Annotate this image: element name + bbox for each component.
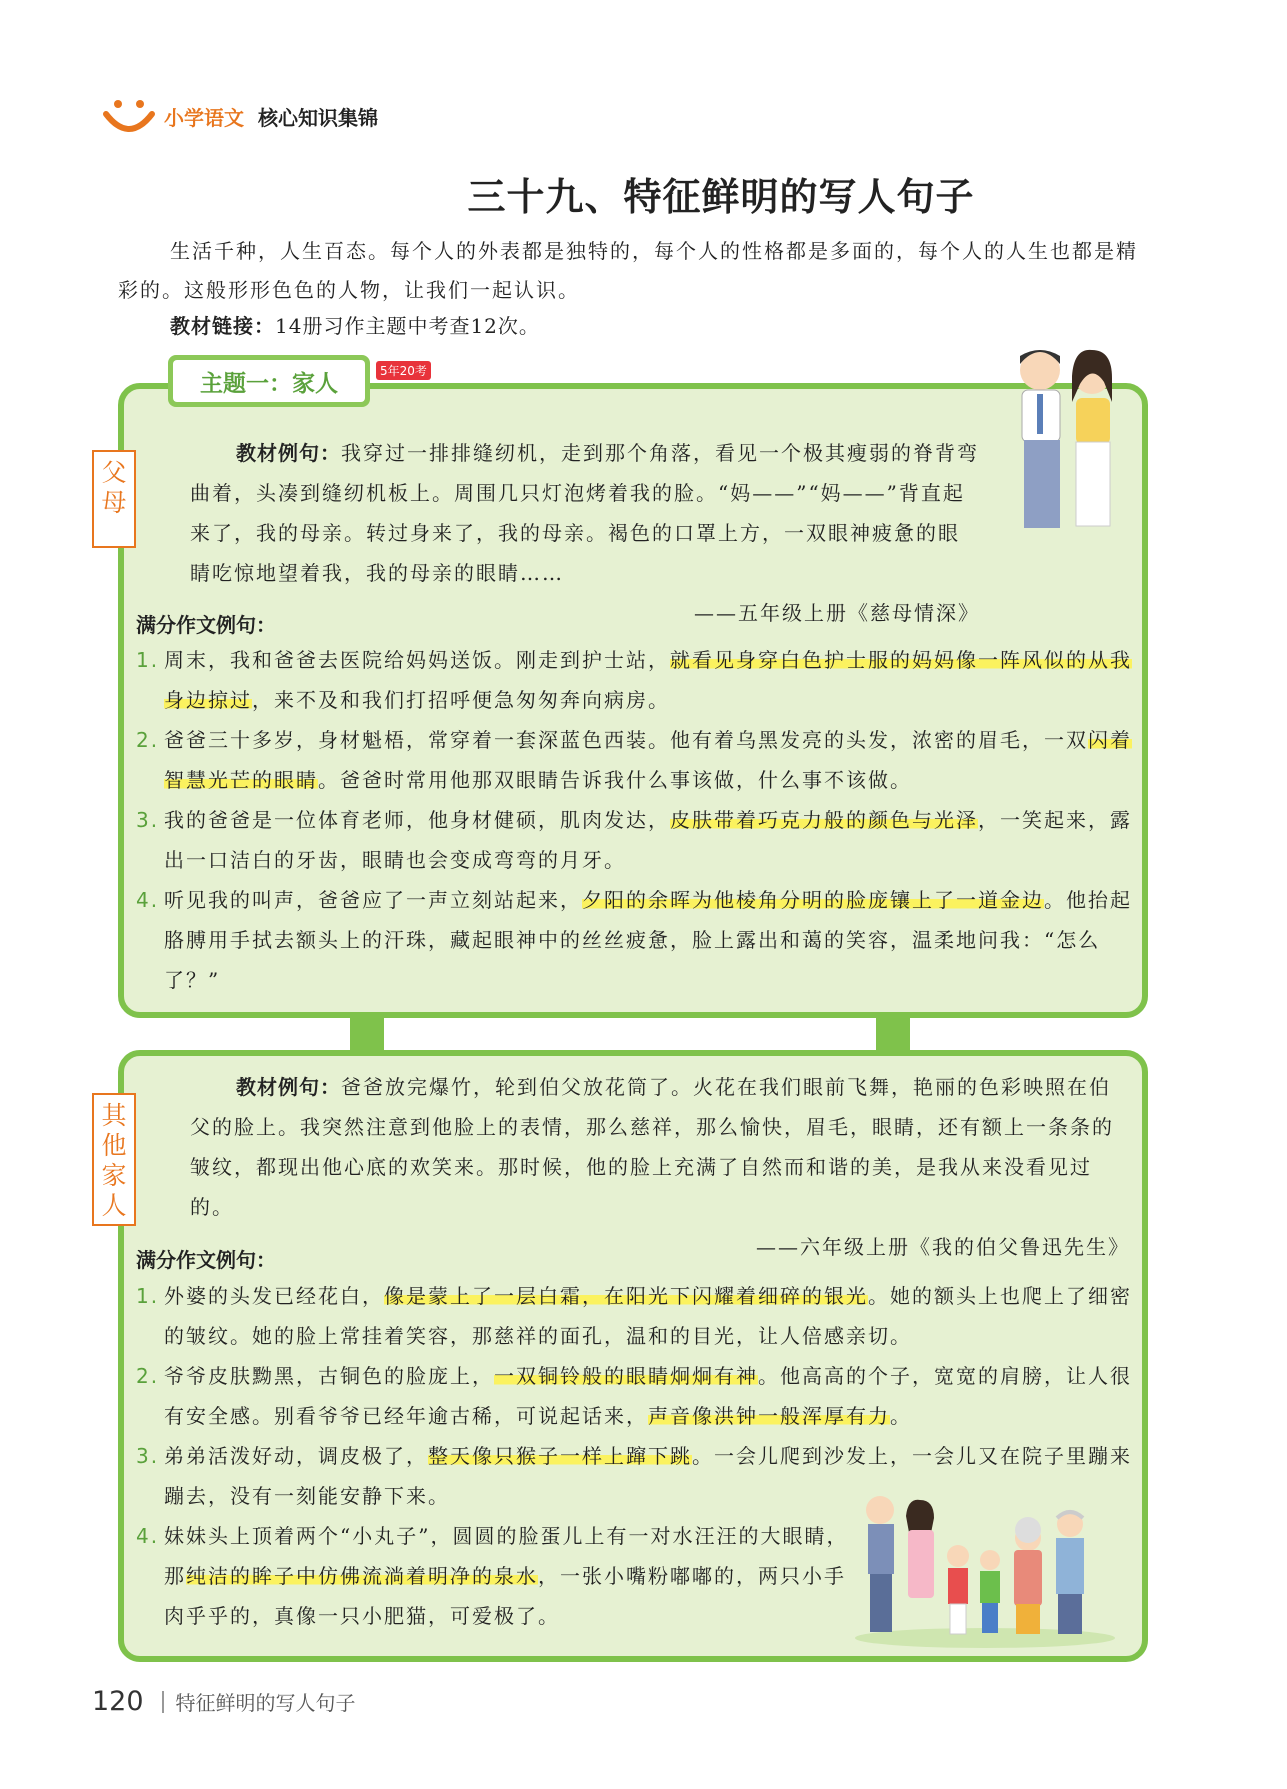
list-item: 4. 妹妹头上顶着两个“小丸子”，圆圆的脸蛋儿上有一对水汪汪的大眼睛，那纯洁的眸子中仿佛流淌着明净的泉水，一张小嘴粉嘟嘟的，两只小手肉乎乎的，真像一只小肥猫，可爱极了。 xyxy=(136,1524,849,1628)
parents-section-title: 满分作文例句： xyxy=(136,613,276,637)
list-item: 1. 周末，我和爸爸去医院给妈妈送饭。刚走到护士站，就看见身穿白色护士服的妈妈像一阵风似的从我身边掠过，来不及和我们打招呼便急匆匆奔向病房。 xyxy=(136,648,1132,712)
list-item: 4. 听见我的叫声，爸爸应了一声立刻站起来，夕阳的余晖为他棱角分明的脸庞镶上了一道金边。他抬起胳膊用手拭去额头上的汗珠，藏起眼神中的丝丝疲惫，脸上露出和蔼的笑容，温柔地问我：“怎么了？” xyxy=(136,888,1132,992)
others-textbook-example: 教材例句：爸爸放完爆竹，轮到伯父放花筒了。火花在我们眼前飞舞，艳丽的色彩映照在伯父的脸上。我突然注意到他脸上的表情，那么慈祥，那么愉快，眉毛，眼睛，还有额上一条条的皱纹，都现出他心底的欢笑来。那时候，他的脸上充满了自然而和谐的美，是我从来没看见过的。 ——六年级上册《我的伯父鲁迅先生》 xyxy=(190,1067,1130,1267)
parents-examples-list xyxy=(136,640,1136,1000)
theme-tab: 主题一：家人 xyxy=(168,355,370,407)
parents-textbook-example: 教材例句：我穿过一排排缝纫机，走到那个角落，看见一个极其瘦弱的脊背弯曲着，头凑到缝纫机板上。周围几只灯泡烤着我的脸。“妈——”“妈——”背直起来了，我的母亲。转过身来了，我的母亲。褐色的口罩上方，一双眼神疲惫的眼睛吃惊地望着我，我的母亲的眼睛…… ——五年级上册《慈母情深》 xyxy=(190,433,980,633)
list-item: 2. 爸爸三十多岁，身材魁梧，常穿着一套深蓝色西装。他有着乌黑发亮的头发，浓密的眉毛，一双闪着智慧光芒的眼睛。爸爸时常用他那双眼睛告诉我什么事该做，什么事不该做。 xyxy=(136,728,1132,792)
list-item: 3. 我的爸爸是一位体育老师，他身材健硕，肌肉发达，皮肤带着巧克力般的颜色与光泽，一笑起来，露出一口洁白的牙齿，眼睛也会变成弯弯的月牙。 xyxy=(136,808,1132,872)
section-label-others: 其他家人 xyxy=(92,1093,136,1226)
footer-title: 特征鲜明的写人句子 xyxy=(175,1691,356,1715)
panel-connector xyxy=(350,1014,384,1054)
list-item: 3. 弟弟活泼好动，调皮极了，整天像只猴子一样上蹿下跳。一会儿爬到沙发上，一会儿又在院子里蹦来蹦去，没有一刻能安静下来。 xyxy=(136,1444,1132,1508)
subject-label: 小学语文 xyxy=(164,105,244,130)
exam-count-badge: 5年20考 xyxy=(376,361,431,380)
family-illustration xyxy=(850,1488,1120,1648)
textbook-link: 教材链接：14册习作主题中考查12次。 xyxy=(170,314,540,338)
others-section-title: 满分作文例句： xyxy=(136,1248,276,1272)
footer-divider xyxy=(162,1691,164,1713)
series-label: 核心知识集锦 xyxy=(258,105,378,130)
section-label-parents: 父母 xyxy=(92,450,136,548)
page-number: 120 xyxy=(92,1686,144,1717)
page-footer xyxy=(92,1686,356,1717)
list-item: 1. 外婆的头发已经花白，像是蒙上了一层白霜，在阳光下闪耀着细碎的银光。她的额头上也爬上了细密的皱纹。她的脸上常挂着笑容，那慈祥的面孔，温和的目光，让人倍感亲切。 xyxy=(136,1284,1132,1348)
intro-paragraph: 生活千种，人生百态。每个人的外表都是独特的，每个人的性格都是多面的，每个人的人生也都是精彩的。这般形形色色的人物，让我们一起认识。 xyxy=(118,239,1138,302)
others-source: ——六年级上册《我的伯父鲁迅先生》 xyxy=(756,1235,1130,1259)
smiley-logo-icon xyxy=(100,92,158,140)
list-item: 2. 爷爷皮肤黝黑，古铜色的脸庞上，一双铜铃般的眼睛炯炯有神。他高高的个子，宽宽的肩膀，让人很有安全感。别看爷爷已经年逾古稀，可说起话来，声音像洪钟一般浑厚有力。 xyxy=(136,1364,1132,1428)
parents-source: ——五年级上册《慈母情深》 xyxy=(694,601,980,625)
parents-illustration xyxy=(1000,342,1130,542)
page-header xyxy=(100,88,378,144)
panel-connector xyxy=(876,1014,910,1054)
page-title: 三十九、特征鲜明的写人句子 xyxy=(467,175,975,219)
